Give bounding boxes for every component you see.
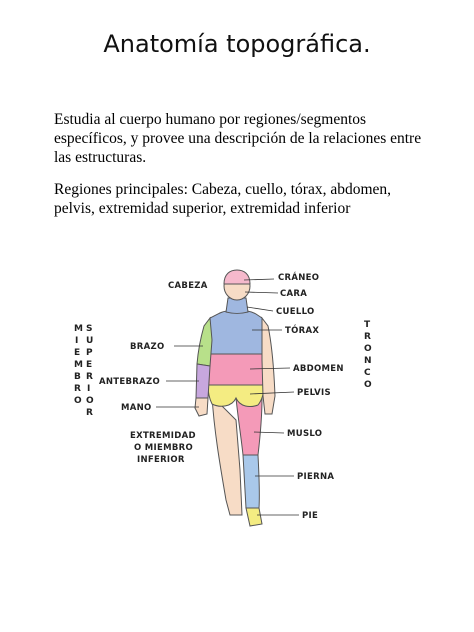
intro-paragraph: Estudia al cuerpo humano por regiones/segmentos específicos, y provee una descripción de la relaciones entre las estructuras. [54, 111, 422, 166]
label-torax: TÓRAX [285, 326, 320, 336]
label-pie: PIE [302, 511, 319, 521]
vertical-letter: B [74, 372, 81, 382]
vertical-letter: T [364, 320, 371, 330]
page-title: Anatomía topográfica. [103, 30, 371, 58]
vertical-letter: O [364, 380, 372, 390]
vertical-letter: O [74, 396, 82, 406]
label-mano: MANO [121, 403, 152, 413]
left-upper-arm [197, 318, 212, 366]
label-brazo: BRAZO [130, 342, 165, 352]
regions-paragraph: Regiones principales: Cabeza, cuello, tórax, abdomen, pelvis, extremidad superior, extremidad inferior [54, 181, 392, 217]
right-lower-leg [243, 455, 259, 508]
vertical-label-miembro [74, 324, 83, 406]
vertical-letter: I [87, 384, 91, 394]
label-extremidad-inferior-2: O MIEMBRO [134, 443, 194, 453]
vertical-letter: S [86, 324, 93, 334]
label-pierna: PIERNA [297, 472, 335, 482]
pelvis-region [208, 385, 264, 407]
vertical-letter: R [86, 408, 93, 418]
label-pelvis: PELVIS [297, 388, 331, 398]
vertical-letter: O [86, 396, 94, 406]
vertical-label-tronco [364, 320, 372, 390]
right-arm [262, 318, 275, 414]
label-extremidad-inferior-3: INFERIOR [137, 455, 185, 465]
label-cara: CARA [280, 289, 308, 299]
vertical-letter: M [74, 324, 83, 334]
vertical-letter: U [86, 336, 94, 346]
vertical-letter: N [364, 356, 372, 366]
vertical-label-superior [86, 324, 94, 418]
vertical-letter: E [74, 348, 81, 358]
label-abdomen: ABDOMEN [293, 364, 344, 374]
vertical-letter: C [364, 368, 371, 378]
label-antebrazo: ANTEBRAZO [99, 377, 160, 387]
body-silhouette [195, 270, 275, 526]
label-cabeza: CABEZA [168, 281, 208, 291]
label-muslo: MUSLO [287, 429, 323, 439]
thorax-region [210, 310, 262, 354]
right-foot [246, 508, 262, 526]
vertical-letter: P [86, 348, 93, 358]
label-craneo: CRÁNEO [278, 273, 320, 283]
vertical-letter: R [86, 372, 93, 382]
vertical-letter: E [86, 360, 93, 370]
vertical-letter: I [75, 336, 79, 346]
label-cuello: CUELLO [276, 307, 315, 317]
cranium-region [224, 270, 250, 284]
vertical-letter: R [364, 332, 371, 342]
abdomen-region [208, 354, 264, 385]
vertical-letter: R [74, 384, 81, 394]
label-extremidad-inferior-1: EXTREMIDAD [130, 431, 196, 441]
vertical-letter: O [364, 344, 372, 354]
vertical-letter: M [74, 360, 83, 370]
